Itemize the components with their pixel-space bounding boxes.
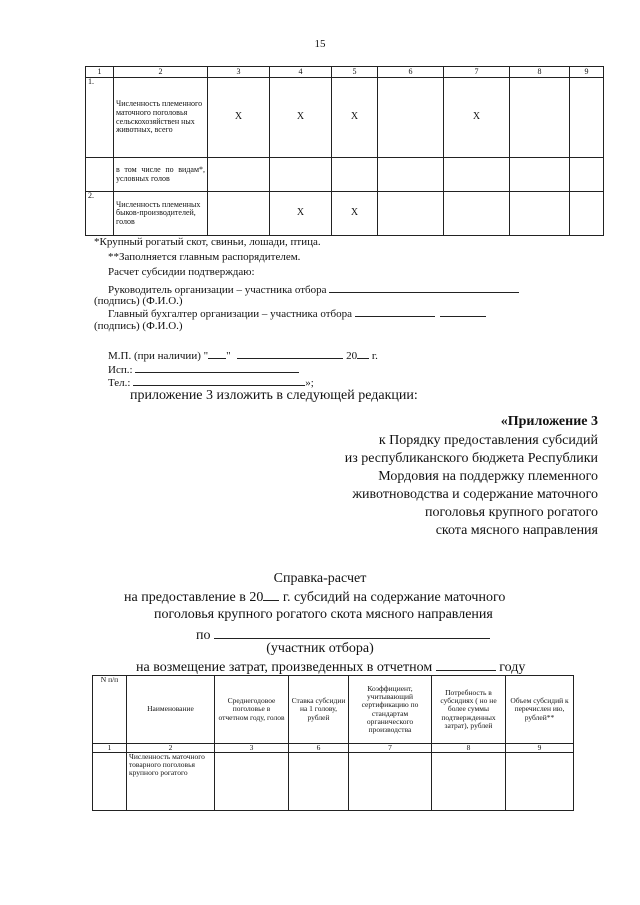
reimbursement-line	[136, 657, 525, 676]
table-cell	[444, 192, 510, 236]
table-cell	[378, 78, 444, 158]
table-cell	[208, 158, 270, 192]
confirm-text: Расчет субсидии подтверждаю:	[108, 266, 255, 278]
table2-number-cell: 2	[127, 744, 215, 753]
table2-header-cell: Наименование	[127, 676, 215, 744]
table-cell	[378, 192, 444, 236]
reimbursement-b: году	[499, 660, 526, 675]
certificate-year-blank[interactable]	[263, 589, 279, 601]
table-cell: X	[332, 192, 378, 236]
table-cell	[378, 158, 444, 192]
year-prefix: 20	[346, 350, 358, 362]
certificate-line1-b: г. субсидий на содержание маточного	[279, 590, 506, 605]
table1-header-cell: 2	[114, 67, 208, 78]
table2-header-row	[93, 676, 574, 744]
table-cell: X	[270, 192, 332, 236]
row-number: 1.	[86, 78, 114, 158]
table-cell	[270, 158, 332, 192]
phone-blank[interactable]	[133, 374, 305, 386]
table2-number-cell: 8	[432, 744, 506, 753]
executor-label: Исп.:	[108, 364, 133, 376]
phone-end: »;	[305, 377, 314, 389]
table-cell	[289, 753, 349, 811]
appendix-line: Мордовия на поддержку племенного	[378, 469, 598, 484]
head-blank[interactable]	[329, 281, 519, 293]
footnote-livestock: *Крупный рогатый скот, свиньи, лошади, птица.	[94, 236, 321, 248]
year-blank[interactable]	[357, 347, 369, 359]
certificate-line-1	[124, 589, 505, 606]
table1-header-cell: 5	[332, 67, 378, 78]
appendix-line: поголовья крупного рогатого	[424, 505, 598, 520]
footnote-main-manager: **Заполняется главным распорядителем.	[108, 251, 301, 263]
table2-header-cell: N п/п	[93, 676, 127, 744]
table1-header-row	[86, 67, 604, 78]
reimbursement-blank[interactable]	[436, 657, 496, 671]
table-cell	[510, 192, 570, 236]
table-cell	[349, 753, 432, 811]
table-cell	[570, 78, 604, 158]
table-cell	[215, 753, 289, 811]
subsidy-table-2	[92, 675, 574, 811]
appendix-line: из республиканского бюджета Республики	[344, 451, 598, 466]
phone-label: Тел.:	[108, 377, 131, 389]
page-number: 15	[314, 38, 326, 50]
row-name: Численность племенных быков-производителей, голов	[114, 192, 208, 236]
table-cell: X	[332, 78, 378, 158]
row-number: 2.	[86, 192, 114, 236]
table-row	[86, 158, 604, 192]
table2-header-cell: Ставка субсидии на 1 голову, рублей	[289, 676, 349, 744]
day-blank[interactable]	[208, 347, 226, 359]
table-row	[86, 78, 604, 158]
accountant-label: Главный бухгалтер организации – участника отбора	[108, 308, 352, 320]
accountant-signature-line	[108, 305, 486, 320]
table1-header-cell: 3	[208, 67, 270, 78]
stamp-date-line	[108, 347, 378, 362]
table2-header-cell: Объем субсидий к перечислен ию, рублей**	[506, 676, 574, 744]
table1-header-cell: 6	[378, 67, 444, 78]
table-cell: X	[208, 78, 270, 158]
table2-header-cell: Коэффициент, учитывающий сертификацию по стандартам органического производства	[349, 676, 432, 744]
subsidy-table-1	[85, 66, 604, 236]
certificate-line-2: поголовья крупного рогатого скота мясного направления	[154, 607, 493, 622]
table-cell	[93, 753, 127, 811]
appendix-line: к Порядку предоставления субсидий	[378, 433, 598, 448]
participant-caption: (участник отбора)	[266, 641, 374, 656]
accountant-sign-caption: (подпись) (Ф.И.О.)	[94, 320, 183, 332]
executor-blank[interactable]	[135, 361, 299, 373]
certificate-title: Справка-расчет	[273, 571, 367, 586]
table1-header-cell: 7	[444, 67, 510, 78]
table-row	[93, 753, 574, 811]
head-signature-line	[108, 281, 519, 296]
table2-number-cell: 6	[289, 744, 349, 753]
head-label: Руководитель организации – участника отбора	[108, 284, 327, 296]
table1-header-cell: 9	[570, 67, 604, 78]
table-cell	[208, 192, 270, 236]
table-cell	[506, 753, 574, 811]
year-suffix: г.	[369, 350, 378, 362]
table1-header-cell: 4	[270, 67, 332, 78]
table-cell	[570, 158, 604, 192]
table-cell	[332, 158, 378, 192]
accountant-blank-2[interactable]	[440, 305, 486, 317]
head-sign-caption: (подпись) (Ф.И.О.)	[94, 295, 183, 307]
table-cell: X	[444, 78, 510, 158]
mp-label: М.П. (при наличии) "	[108, 350, 209, 362]
participant-blank[interactable]	[214, 625, 490, 639]
table2-number-cell: 1	[93, 744, 127, 753]
month-blank[interactable]	[237, 347, 343, 359]
table1-header-cell: 8	[510, 67, 570, 78]
appendix-line: животноводства и содержание маточного	[352, 487, 598, 502]
table-cell	[510, 158, 570, 192]
table-cell	[432, 753, 506, 811]
row-number	[86, 158, 114, 192]
instruction-text: приложение 3 изложить в следующей редакции:	[130, 388, 418, 403]
certificate-line1-a: на предоставление в 20	[124, 590, 264, 605]
appendix-block	[250, 432, 598, 540]
table1-header-cell: 1	[86, 67, 114, 78]
table2-header-cell: Потребность в субсидиях ( но не более суммы подтвержденных затрат), рублей	[432, 676, 506, 744]
table2-number-cell: 7	[349, 744, 432, 753]
mp-quote: "	[226, 350, 231, 362]
appendix-title: «Приложение 3	[500, 414, 598, 429]
table-cell: X	[270, 78, 332, 158]
table-cell	[510, 78, 570, 158]
row-name: в том числе по видам*, условных голов	[114, 158, 208, 192]
row-name: Численность маточного товарного поголовья крупного рогатого	[127, 753, 215, 811]
table-cell	[570, 192, 604, 236]
table-cell	[444, 158, 510, 192]
table-row	[86, 192, 604, 236]
certificate-by: по	[196, 628, 211, 643]
reimbursement-a: на возмещение затрат, произведенных в отчетном	[136, 660, 433, 675]
row-name: Численность племенного маточного поголовья сельскохозяйствен ных животных, всего	[114, 78, 208, 158]
appendix-line: скота мясного направления	[435, 523, 598, 538]
table2-header-cell: Среднегодовое поголовье в отчетном году, голов	[215, 676, 289, 744]
accountant-blank-1[interactable]	[355, 305, 435, 317]
table2-number-cell: 9	[506, 744, 574, 753]
table2-number-cell: 3	[215, 744, 289, 753]
phone-line	[108, 374, 314, 389]
